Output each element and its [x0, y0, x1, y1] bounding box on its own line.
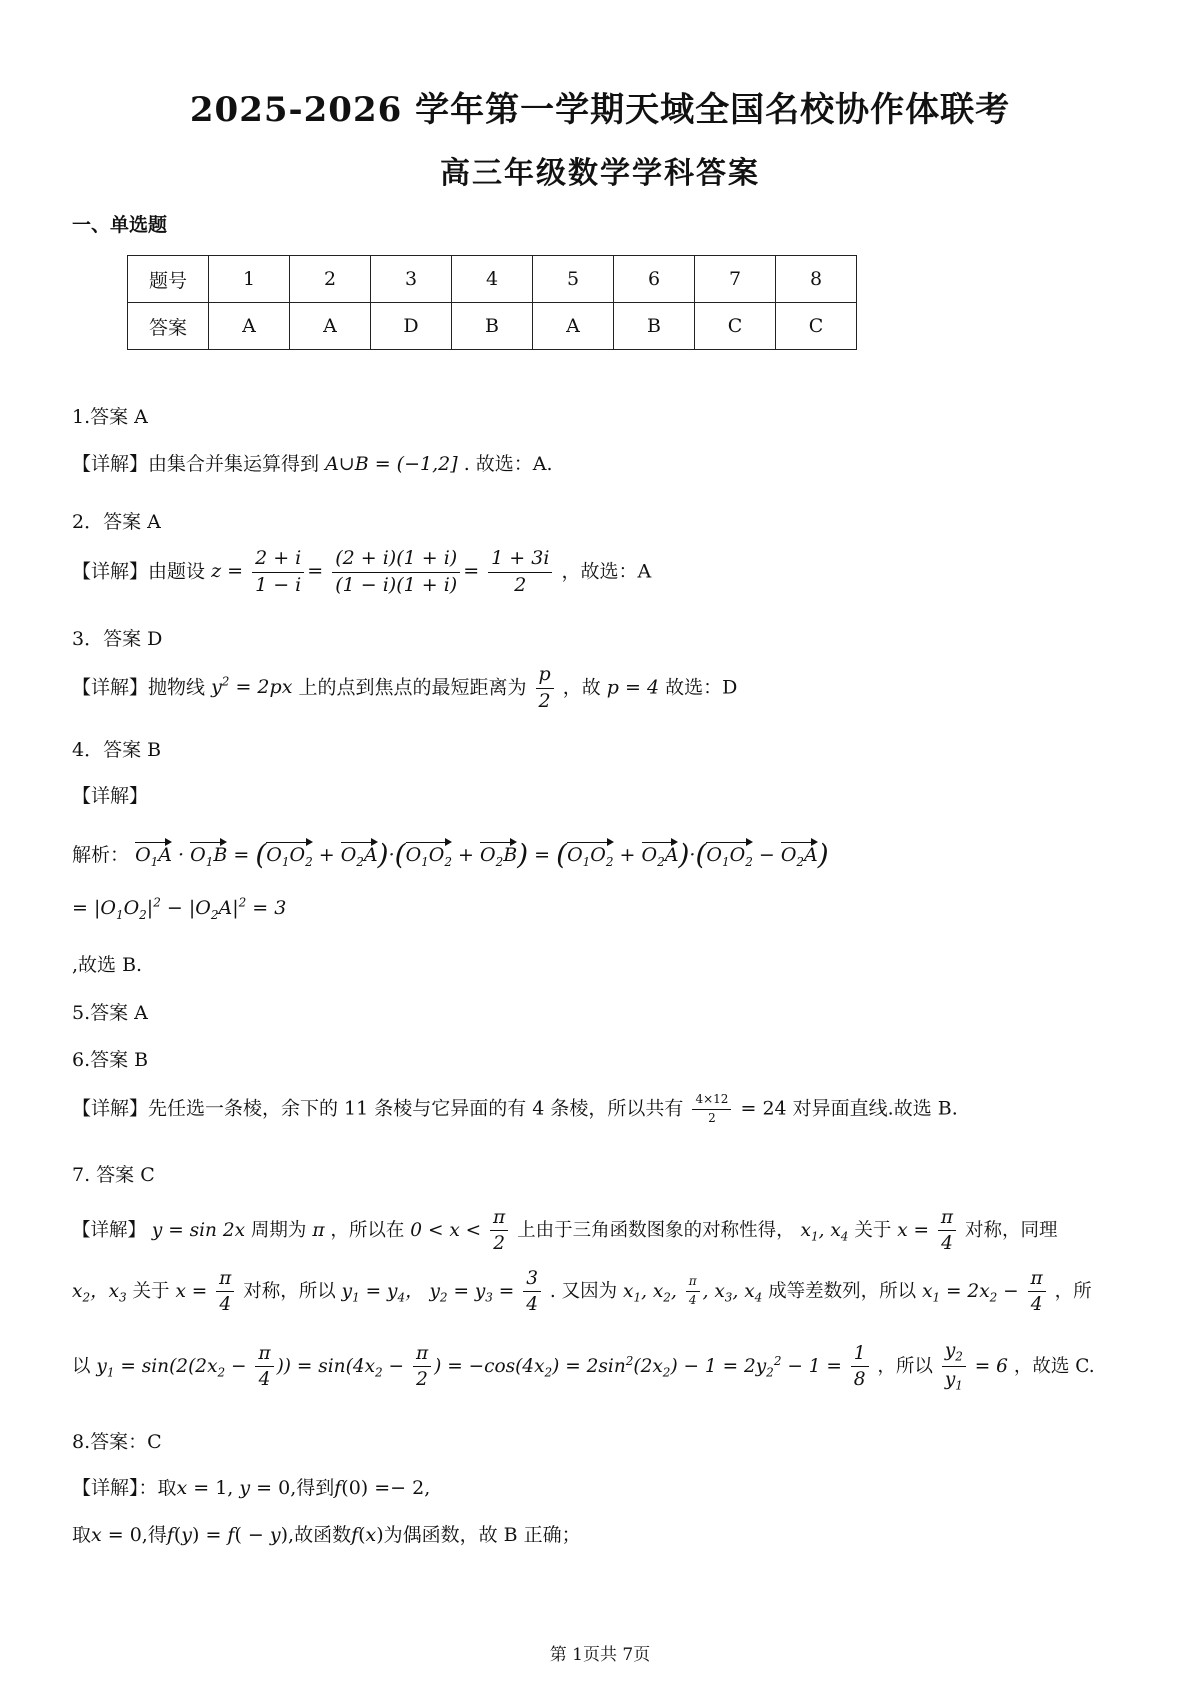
q7-l1-f: 对称，同理: [964, 1219, 1058, 1241]
q1-expression: A∪B = (−1,2]: [325, 453, 458, 475]
q7-x1-relation: $x_1 = 2x_2$ − $\frac{\pi}{4}$: [922, 1281, 1049, 1302]
q7-l1-b: 周期为: [250, 1219, 307, 1241]
q8-detail-line1: 【详解】：取𝑥 = 1, 𝑦 = 0,得到𝑓(0) =− 2,: [72, 1477, 431, 1499]
q3-answer: 3．答案 D: [72, 628, 163, 650]
page-title: 2025-2026 学年第一学期天域全国名校协作体联考: [189, 90, 1011, 130]
q7-interval: 0 < x < $\frac{\pi}{2}$: [410, 1220, 511, 1241]
q3-detail-end: 故选：D: [665, 676, 738, 699]
q5-answer: 5.答案 A: [72, 1002, 148, 1024]
q4-vector-equation: $O_1A \cdot O_1B = (O_1O_2 + O_2A)\cdot(O_1O_2 + O_2B) = (O_1O_2 + O_2A)\cdot(O_1O_2 - O_2A)$: [135, 838, 829, 871]
page-footer: 第 1页共 7页: [549, 1645, 651, 1665]
q8-answer: 8.答案：C: [72, 1431, 162, 1453]
q7-ratio: $\frac{y_2}{y_1}$ = 6: [939, 1356, 1008, 1377]
q6-detail-post: = 24 对异面直线.故选 B.: [740, 1097, 958, 1120]
q3-detail: [72, 664, 737, 713]
q7-detail-line2: [72, 1268, 1092, 1316]
table-cell: D: [371, 303, 452, 350]
q4-analysis: [72, 838, 829, 871]
table-cell: 4: [452, 256, 533, 303]
table-row-numbers: [128, 256, 857, 303]
q1-detail: [72, 449, 553, 476]
q4-result-formula: = $|O_1O_2|^2 - |O_2A|^2 = 3$: [72, 896, 287, 923]
q3-value: p = 4: [606, 676, 660, 699]
q7-l2-d: 成等差数列，所以: [768, 1280, 917, 1302]
q4-conclusion: ,故选 B.: [72, 954, 143, 976]
q6-fraction: $\frac{4\times 12}{2}$: [692, 1093, 731, 1126]
q7-l2-e: ，所: [1054, 1280, 1092, 1302]
table-cell: 5: [533, 256, 614, 303]
q7-derivation: $y_1 = \sin(2(2x_2$ − $\frac{\pi}{4}$ )) = $\sin(4x_2$ − $\frac{\pi}{2}$ ) = $-\cos(4x_2) = 2\sin^2(2x_2) - 1 = 2y_2^2 - 1$ = $\frac{1}{8}$: [96, 1356, 871, 1377]
q7-detail-line1: [72, 1207, 1058, 1255]
table-cell: 2: [290, 256, 371, 303]
q7-l1-a: 【详解】: [72, 1219, 147, 1241]
q4-detail: 【详解】: [72, 785, 149, 807]
q7-l2-a: 关于: [132, 1280, 170, 1302]
q7-x2x3: $x_2$，$x_3$: [72, 1280, 127, 1305]
table-cell: C: [695, 303, 776, 350]
q2-detail-pre: 【详解】由题设: [72, 560, 206, 583]
table-cell: B: [614, 303, 695, 350]
table-cell: A: [290, 303, 371, 350]
q1-answer: 1.答案 A: [72, 406, 148, 428]
table-cell: A: [209, 303, 290, 350]
q2-detail-post: ，故选：A: [561, 560, 652, 583]
q7-l2-b: 对称，所以: [243, 1280, 336, 1302]
table-row-answers: [128, 303, 857, 350]
page-subtitle: 高三年级数学学科答案: [440, 156, 760, 191]
table-cell: 3: [371, 256, 452, 303]
q6-detail: [72, 1093, 958, 1126]
q7-axis2: x = $\frac{\pi}{4}$: [175, 1281, 237, 1302]
q7-l1-c: ，所以在: [330, 1219, 405, 1241]
q6-detail-pre: 【详解】先任选一条棱，余下的 11 条棱与它异面的有 4 条棱，所以共有: [72, 1097, 684, 1120]
q4-result: [72, 896, 286, 922]
table-cell: A: [533, 303, 614, 350]
q3-detail-mid: 上的点到焦点的最短距离为: [298, 676, 527, 699]
q3-fraction: $\frac{p}{2}$: [536, 664, 554, 713]
table-cell: 6: [614, 256, 695, 303]
q7-l3-b: ，所以: [877, 1355, 933, 1377]
table-header-cell: 题号: [128, 256, 209, 303]
q1-detail-pre: 【详解】由集合并集运算得到: [72, 453, 320, 475]
q6-answer: 6.答案 B: [72, 1049, 149, 1071]
q7-l1-d: 上由于三角函数图象的对称性得，: [517, 1219, 795, 1241]
table-cell: 1: [209, 256, 290, 303]
q7-sequence: $x_1$, $x_2$, $\frac{\pi}{4}$ , $x_3$, $x_4$: [623, 1274, 763, 1308]
q3-detail-post: ，故: [562, 676, 601, 699]
q7-equalities: $y_1 = y_4$， $y_2 = y_3$ = $\frac{3}{4}$: [342, 1281, 544, 1302]
answer-table: [127, 255, 857, 350]
q7-l3-a: 以: [72, 1355, 91, 1377]
q7-x1x4: $x_1$, $x_4$: [800, 1219, 849, 1244]
table-cell: 7: [695, 256, 776, 303]
q2-formula: z = $\frac{2 + i}{1 - i}$ = $\frac{(2 + i)(1 + i)}{(1 - i)(1 + i)}$ = $\frac{1 + 3i}{2}$: [211, 560, 561, 582]
q7-pi: π: [312, 1219, 325, 1241]
q7-answer: 7. 答案 C: [72, 1164, 155, 1186]
q1-detail-post: . 故选：A.: [463, 453, 553, 475]
q8-detail-line2: 取𝑥 = 0,得𝑓(𝑦) = 𝑓( − 𝑦),故函数𝑓(𝑥)为偶函数，故 B 正确；: [72, 1524, 581, 1546]
q7-axis1: x = $\frac{\pi}{4}$: [897, 1220, 959, 1241]
q2-detail: [72, 548, 651, 597]
q7-detail-line3: [72, 1340, 1095, 1394]
q7-l2-c: . 又因为: [549, 1280, 618, 1302]
table-cell: C: [776, 303, 857, 350]
q7-l3-c: ，故选 C.: [1013, 1355, 1095, 1377]
table-cell: 8: [776, 256, 857, 303]
table-header-cell: 答案: [128, 303, 209, 350]
table-cell: B: [452, 303, 533, 350]
q7-function: y = sin 2x: [151, 1219, 246, 1241]
q3-equation: $y^2 = 2px$: [211, 675, 293, 699]
q3-detail-pre: 【详解】抛物线: [72, 676, 206, 699]
q2-answer: 2．答案 A: [72, 511, 161, 533]
q7-l1-e: 关于: [854, 1219, 892, 1241]
q4-analysis-label: 解析：: [72, 844, 130, 866]
q4-answer: 4．答案 B: [72, 739, 162, 761]
section-heading: 一、单选题: [72, 214, 168, 236]
